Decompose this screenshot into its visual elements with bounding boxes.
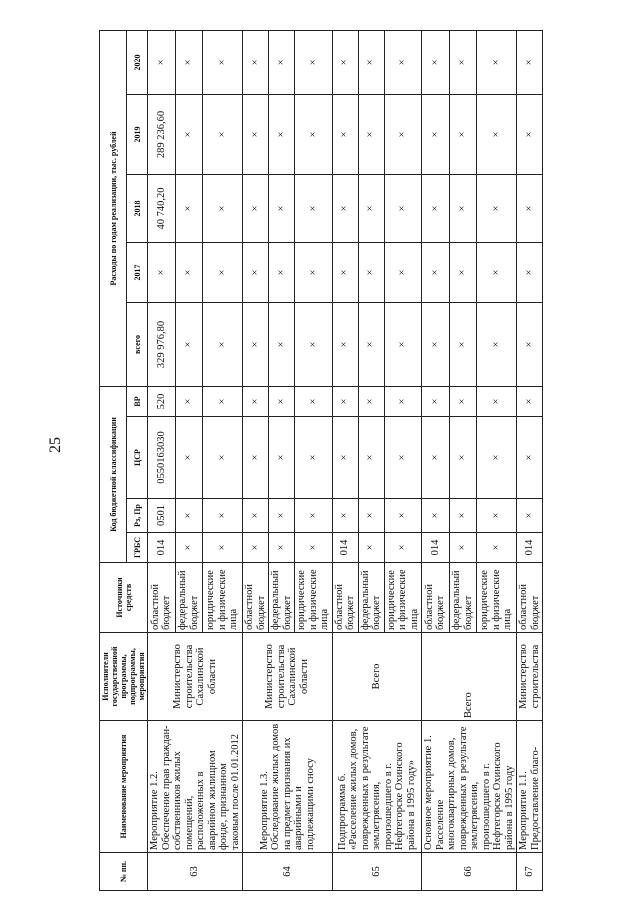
- y2020-cell: ×: [358, 30, 384, 94]
- y2018-cell: ×: [422, 174, 450, 242]
- vr-cell: ×: [295, 386, 333, 416]
- y2017-cell: ×: [358, 242, 384, 302]
- rotated-page-content: [99, 31, 599, 891]
- source: федеральный бюджет: [269, 563, 295, 633]
- y2018-cell: ×: [449, 174, 477, 242]
- grbs-cell: 014: [517, 533, 543, 563]
- vr-cell: ×: [477, 386, 517, 416]
- y2019-cell: 289 236,60: [148, 94, 176, 174]
- executor: Всего: [332, 633, 422, 721]
- header-2020: 2020: [127, 30, 148, 94]
- grbs-cell: ×: [269, 533, 295, 563]
- vr-cell: ×: [243, 386, 269, 416]
- total-cell: ×: [358, 302, 384, 386]
- source: юридические и физические лица: [295, 563, 333, 633]
- y2017-cell: ×: [269, 242, 295, 302]
- rzpr-cell: ×: [517, 499, 543, 533]
- y2017-cell: ×: [477, 242, 517, 302]
- rzpr-cell: ×: [384, 499, 422, 533]
- total-cell: 329 976,80: [148, 302, 176, 386]
- csr-cell: ×: [269, 417, 295, 499]
- rzpr-cell: ×: [422, 499, 450, 533]
- budget-table: [99, 30, 543, 891]
- header-2018: 2018: [127, 174, 148, 242]
- grbs-cell: 014: [422, 533, 450, 563]
- y2017-cell: ×: [422, 242, 450, 302]
- source: федеральный бюджет: [358, 563, 384, 633]
- y2020-cell: ×: [243, 30, 269, 94]
- executor: Министерство строительства Сахалинской области: [148, 633, 243, 721]
- activity-name: Мероприятие 1.2. Обеспечение прав граждан-собственников жилых помещений, расположенных в аварийном жилищном фонде, признанном таковым после 01.01.2012: [148, 721, 243, 853]
- total-cell: ×: [175, 302, 203, 386]
- row-number: 66: [422, 853, 517, 891]
- vr-cell: ×: [449, 386, 477, 416]
- rzpr-cell: ×: [269, 499, 295, 533]
- y2018-cell: ×: [295, 174, 333, 242]
- y2020-cell: ×: [517, 30, 543, 94]
- source: юридические и физические лица: [477, 563, 517, 633]
- grbs-cell: ×: [384, 533, 422, 563]
- y2020-cell: ×: [269, 30, 295, 94]
- y2017-cell: ×: [295, 242, 333, 302]
- table-row: [243, 30, 269, 890]
- grbs-cell: ×: [477, 533, 517, 563]
- table-row: [148, 30, 176, 890]
- grbs-cell: ×: [243, 533, 269, 563]
- total-cell: ×: [422, 302, 450, 386]
- total-cell: ×: [332, 302, 358, 386]
- table-row: [332, 30, 358, 890]
- y2018-cell: ×: [477, 174, 517, 242]
- vr-cell: ×: [175, 386, 203, 416]
- y2020-cell: ×: [295, 30, 333, 94]
- total-cell: ×: [269, 302, 295, 386]
- y2019-cell: ×: [243, 94, 269, 174]
- vr-cell: ×: [269, 386, 295, 416]
- csr-cell: ×: [295, 417, 333, 499]
- vr-cell: ×: [422, 386, 450, 416]
- y2019-cell: ×: [295, 94, 333, 174]
- source: юридические и физические лица: [203, 563, 243, 633]
- grbs-cell: 014: [332, 533, 358, 563]
- header-num: № пп.: [100, 853, 148, 891]
- source: юридические и физические лица: [384, 563, 422, 633]
- vr-cell: ×: [517, 386, 543, 416]
- y2019-cell: ×: [477, 94, 517, 174]
- y2017-cell: ×: [449, 242, 477, 302]
- header-grbs: ГРБС: [127, 533, 148, 563]
- row-number: 63: [148, 853, 243, 891]
- y2018-cell: ×: [384, 174, 422, 242]
- table-row: [517, 30, 543, 890]
- grbs-cell: ×: [449, 533, 477, 563]
- csr-cell: 0550163030: [148, 417, 176, 499]
- rzpr-cell: ×: [243, 499, 269, 533]
- rzpr-cell: ×: [332, 499, 358, 533]
- header-sources: Источники средств: [100, 563, 148, 633]
- header-2019: 2019: [127, 94, 148, 174]
- y2018-cell: ×: [243, 174, 269, 242]
- subprogram-name: Подпрограмма 6. «Расселение жилых домов, поврежденных в результате землетрясения, произошедшего в г. Нефтегорске Охинского района в 1995 году»: [332, 721, 422, 853]
- y2020-cell: ×: [148, 30, 176, 94]
- header-expenses: Расходы по годам реализации, тыс. рублей: [100, 30, 127, 386]
- source: федеральный бюджет: [175, 563, 203, 633]
- grbs-cell: ×: [175, 533, 203, 563]
- y2017-cell: ×: [148, 242, 176, 302]
- total-cell: ×: [449, 302, 477, 386]
- csr-cell: ×: [243, 417, 269, 499]
- executor: Министерство строительства Сахалинской области: [243, 633, 333, 721]
- y2019-cell: ×: [449, 94, 477, 174]
- rzpr-cell: ×: [477, 499, 517, 533]
- csr-cell: ×: [332, 417, 358, 499]
- total-cell: ×: [384, 302, 422, 386]
- csr-cell: ×: [203, 417, 243, 499]
- y2019-cell: ×: [384, 94, 422, 174]
- vr-cell: ×: [203, 386, 243, 416]
- y2019-cell: ×: [269, 94, 295, 174]
- total-cell: ×: [477, 302, 517, 386]
- header-rzpr: Рз, Пр: [127, 499, 148, 533]
- vr-cell: ×: [358, 386, 384, 416]
- grbs-cell: ×: [203, 533, 243, 563]
- total-cell: ×: [295, 302, 333, 386]
- table-row: [422, 30, 450, 890]
- y2019-cell: ×: [517, 94, 543, 174]
- source: областной бюджет: [243, 563, 269, 633]
- rzpr-cell: ×: [449, 499, 477, 533]
- header-executor: Исполнители государственной программы, подпрограммы, мероприятия: [100, 633, 148, 721]
- total-cell: ×: [517, 302, 543, 386]
- csr-cell: ×: [384, 417, 422, 499]
- header-row-1: [100, 30, 127, 890]
- executor: Министерство строительства: [517, 633, 543, 721]
- y2020-cell: ×: [384, 30, 422, 94]
- y2020-cell: ×: [175, 30, 203, 94]
- y2019-cell: ×: [203, 94, 243, 174]
- executor: Всего: [422, 633, 517, 721]
- header-csr: ЦСР: [127, 417, 148, 499]
- vr-cell: ×: [332, 386, 358, 416]
- rzpr-cell: ×: [358, 499, 384, 533]
- y2017-cell: ×: [332, 242, 358, 302]
- total-cell: ×: [243, 302, 269, 386]
- y2017-cell: ×: [517, 242, 543, 302]
- rzpr-cell: ×: [295, 499, 333, 533]
- rzpr-cell: ×: [175, 499, 203, 533]
- y2019-cell: ×: [332, 94, 358, 174]
- header-2017: 2017: [127, 242, 148, 302]
- activity-name: Основное мероприятие 1. Расселение многоквартирных домов, поврежденных в результате землетрясения, произошедшего в г. Нефтегорске Охинского района в 1995 году: [422, 721, 517, 853]
- csr-cell: ×: [477, 417, 517, 499]
- page-number: 25: [47, 437, 64, 453]
- csr-cell: ×: [422, 417, 450, 499]
- y2020-cell: ×: [477, 30, 517, 94]
- source: областной бюджет: [148, 563, 176, 633]
- header-budget-code: Код бюджетной классификации: [100, 386, 127, 562]
- y2018-cell: ×: [269, 174, 295, 242]
- y2017-cell: ×: [243, 242, 269, 302]
- y2019-cell: ×: [422, 94, 450, 174]
- y2018-cell: ×: [175, 174, 203, 242]
- y2017-cell: ×: [175, 242, 203, 302]
- csr-cell: ×: [449, 417, 477, 499]
- activity-name: Мероприятие 1.3. Обследование жилых домов на предмет признания их аварийными и подлежащими сносу: [243, 721, 333, 853]
- y2018-cell: ×: [203, 174, 243, 242]
- total-cell: ×: [203, 302, 243, 386]
- vr-cell: 520: [148, 386, 176, 416]
- header-name: Наименование мероприятия: [100, 721, 148, 853]
- y2019-cell: ×: [175, 94, 203, 174]
- source: областной бюджет: [422, 563, 450, 633]
- grbs-cell: ×: [295, 533, 333, 563]
- rzpr-cell: ×: [203, 499, 243, 533]
- csr-cell: ×: [175, 417, 203, 499]
- y2020-cell: ×: [332, 30, 358, 94]
- y2020-cell: ×: [449, 30, 477, 94]
- y2018-cell: ×: [332, 174, 358, 242]
- activity-name: Мероприятие 1.1. Предоставление благо-: [517, 721, 543, 853]
- source: областной бюджет: [332, 563, 358, 633]
- rzpr-cell: 0501: [148, 499, 176, 533]
- y2018-cell: ×: [517, 174, 543, 242]
- header-total: всего: [127, 302, 148, 386]
- row-number: 67: [517, 853, 543, 891]
- y2019-cell: ×: [358, 94, 384, 174]
- source: федеральный бюджет: [449, 563, 477, 633]
- y2018-cell: 40 740,20: [148, 174, 176, 242]
- source: областной бюджет: [517, 563, 543, 633]
- y2017-cell: ×: [384, 242, 422, 302]
- grbs-cell: 014: [148, 533, 176, 563]
- csr-cell: ×: [517, 417, 543, 499]
- csr-cell: ×: [358, 417, 384, 499]
- row-number: 64: [243, 853, 333, 891]
- y2020-cell: ×: [203, 30, 243, 94]
- row-number: 65: [332, 853, 422, 891]
- header-vr: ВР: [127, 386, 148, 416]
- y2017-cell: ×: [203, 242, 243, 302]
- vr-cell: ×: [384, 386, 422, 416]
- grbs-cell: ×: [358, 533, 384, 563]
- y2020-cell: ×: [422, 30, 450, 94]
- y2018-cell: ×: [358, 174, 384, 242]
